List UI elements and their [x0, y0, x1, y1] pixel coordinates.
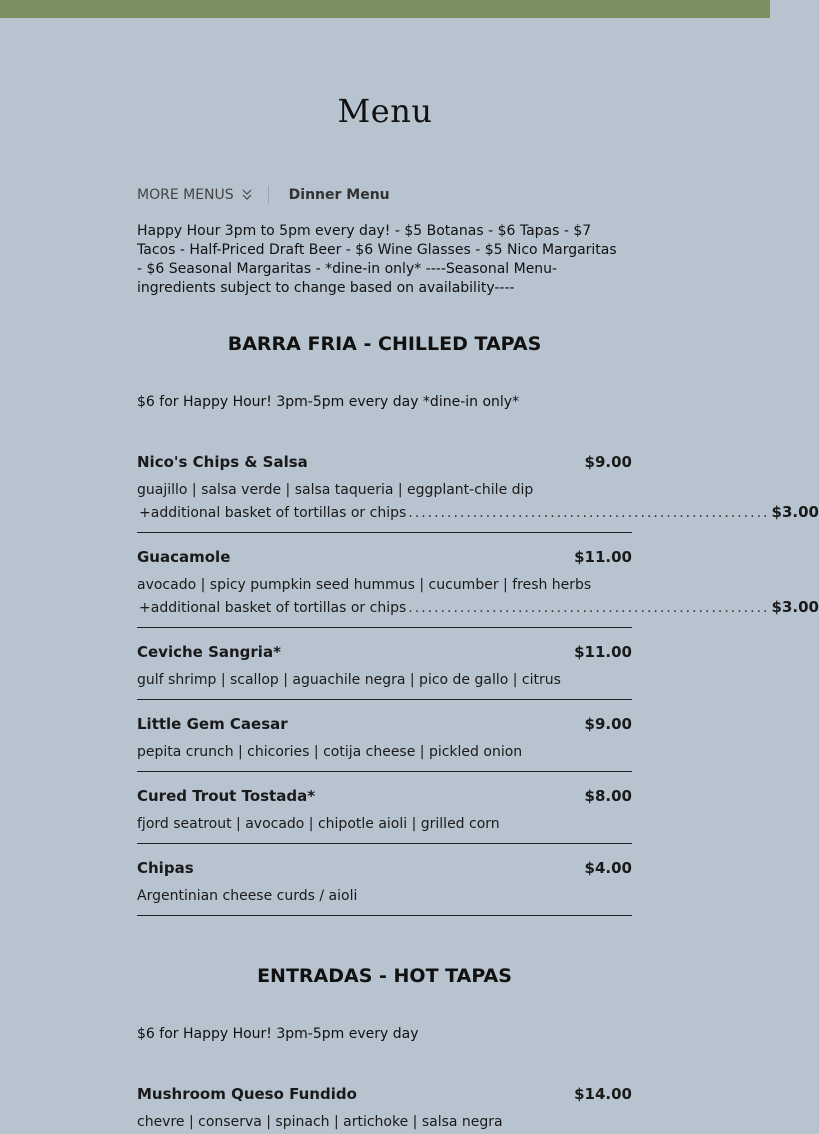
- item-name: Nico's Chips & Salsa: [137, 453, 308, 471]
- addon-price: $3.00: [771, 598, 819, 616]
- menu-item: [137, 452, 819, 533]
- item-description: gulf shrimp | scallop | aguachile negra | pico de gallo | citrus: [137, 672, 561, 688]
- section-note: $6 for Happy Hour! 3pm-5pm every day *dine-in only*: [137, 394, 520, 410]
- addon-price: $3.00: [771, 503, 819, 521]
- item-description: guajillo | salsa verde | salsa taqueria | eggplant-chile dip: [137, 482, 534, 498]
- item-description: fjord seatrout | avocado | chipotle aioli | grilled corn: [137, 816, 500, 832]
- menu-item: [137, 642, 632, 700]
- more-menus-dropdown[interactable]: [137, 187, 252, 203]
- addon-label: additional basket of tortillas or chips: [150, 505, 407, 521]
- item-price: $11.00: [574, 548, 632, 566]
- addon-leader-dots: ........................................................: [408, 505, 770, 521]
- item-price: $4.00: [584, 859, 632, 877]
- item-price: $9.00: [584, 715, 632, 733]
- item-addon: [137, 502, 819, 523]
- item-description: avocado | spicy pumpkin seed hummus | cucumber | fresh herbs: [137, 577, 592, 593]
- intro-text: Happy Hour 3pm to 5pm every day! - $5 Botanas - $6 Tapas - $7 Tacos - Half-Priced Draft Beer - $6 Wine Glasses - $5 Nico Margaritas - $6 Seasonal Margaritas - *dine-in only* ----Seasonal Menu- ingredients subject to change based on availability----: [137, 223, 617, 296]
- item-name: Guacamole: [137, 548, 231, 566]
- menu-item: [137, 1084, 632, 1134]
- item-addon: [137, 597, 819, 618]
- item-name: Ceviche Sangria*: [137, 643, 281, 661]
- addon-plus-icon: +: [139, 600, 151, 616]
- item-price: $14.00: [574, 1085, 632, 1103]
- item-name: Cured Trout Tostada*: [137, 787, 316, 805]
- item-name: Little Gem Caesar: [137, 715, 288, 733]
- item-price: $11.00: [574, 643, 632, 661]
- item-price: $9.00: [584, 453, 632, 471]
- section-title: ENTRADAS - HOT TAPAS: [257, 965, 512, 987]
- menu-item: [137, 858, 632, 916]
- dinner-menu-tab[interactable]: Dinner Menu: [288, 187, 390, 203]
- item-name: Chipas: [137, 859, 194, 877]
- item-description: chevre | conserva | spinach | artichoke | salsa negra: [137, 1114, 503, 1130]
- chevron-down-icon: [242, 189, 252, 201]
- menu-item: [137, 547, 819, 628]
- addon-label: additional basket of tortillas or chips: [150, 600, 407, 616]
- item-description: pepita crunch | chicories | cotija cheese | pickled onion: [137, 744, 523, 760]
- top-bar: [0, 0, 770, 18]
- item-price: $8.00: [584, 787, 632, 805]
- item-description: Argentinian cheese curds / aioli: [137, 888, 358, 904]
- menu-nav: [137, 185, 390, 205]
- more-menus-label: MORE MENUS: [137, 187, 234, 203]
- nav-divider: [268, 186, 269, 204]
- addon-leader-dots: ........................................................: [408, 600, 770, 616]
- section-title: BARRA FRIA - CHILLED TAPAS: [227, 333, 542, 355]
- addon-plus-icon: +: [139, 505, 151, 521]
- item-name: Mushroom Queso Fundido: [137, 1085, 357, 1103]
- page-title: Menu: [337, 92, 433, 130]
- section-note: $6 for Happy Hour! 3pm-5pm every day: [137, 1026, 419, 1042]
- menu-item: [137, 714, 632, 772]
- menu-item: [137, 786, 632, 844]
